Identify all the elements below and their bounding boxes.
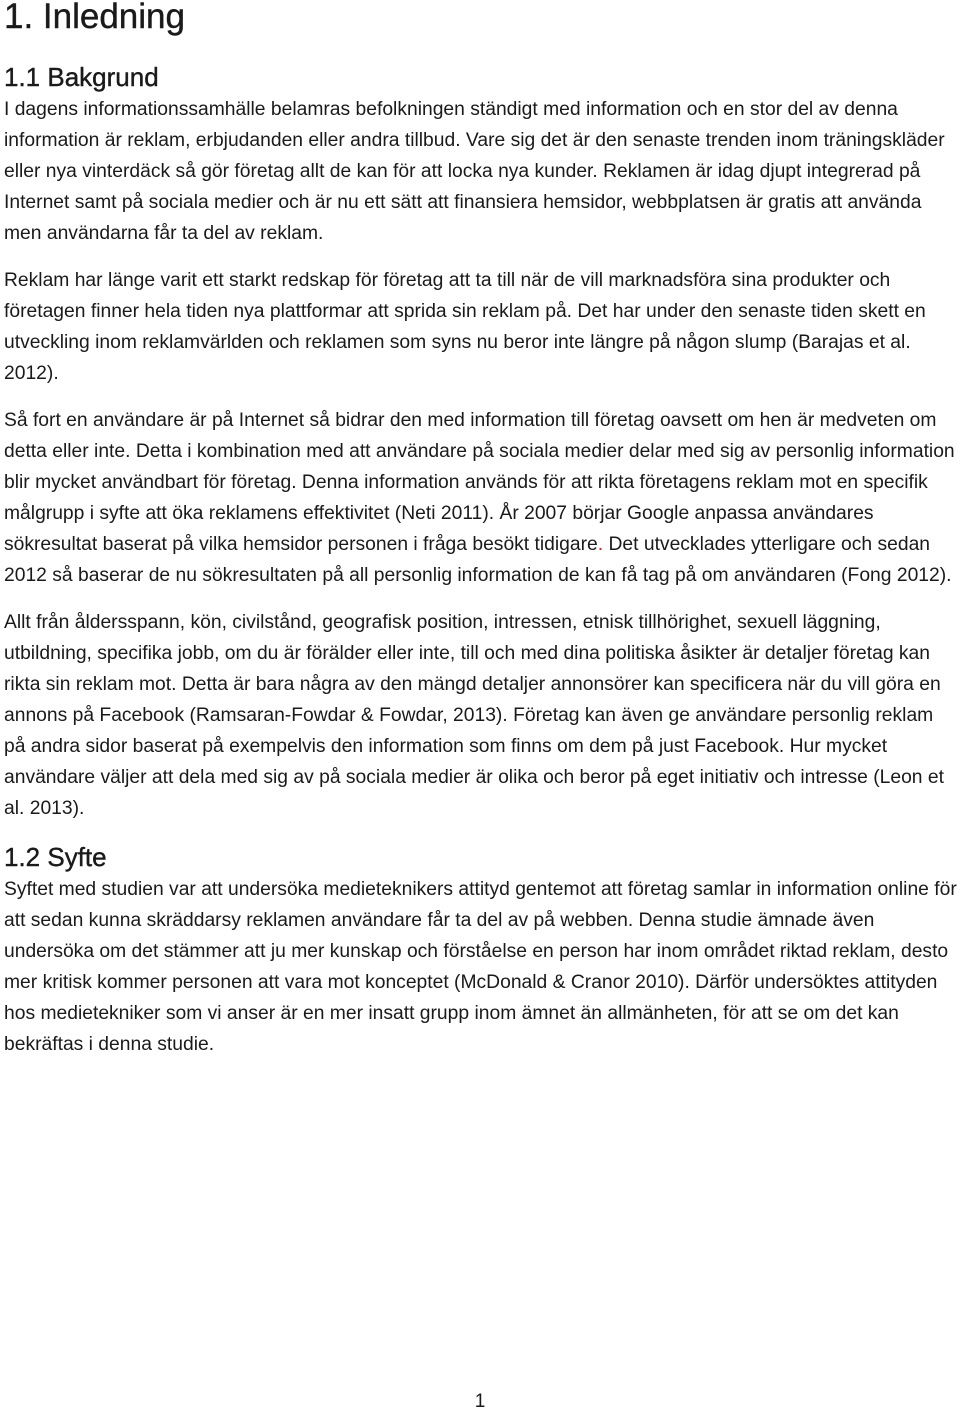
paragraph-text: Det utvecklades ytterligare och sedan 2012 så baserar de nu sökresultaten på all personlig information de kan få tag på om användaren (Fong 2012).	[4, 534, 952, 586]
section-heading-syfte: 1.2 Syfte	[4, 842, 107, 872]
paragraph: Allt från åldersspann, kön, civilstånd, geografisk position, intressen, etnisk tillhörighet, sexuell läggning, utbildning, specifika jobb, om du är förälder eller inte, till och med dina politiska åsikter är detaljer företag kan rikta sin reklam mot. Detta är bara några av den mängd detaljer annonsörer kan specificera när du vill göra en annons på Facebook (Ramsaran-Fowdar & Fowdar, 2013). Företag kan även ge användare personlig reklam på andra sidor baserat på exempelvis den information som finns om dem på just Facebook. Hur mycket användare väljer att dela med sig av på sociala medier är olika och beror på eget initiativ och intresse (Leon et al. 2013).	[4, 612, 944, 819]
highlight-mark: .	[597, 534, 604, 555]
page-number: 1	[474, 1391, 486, 1412]
paragraph	[4, 405, 958, 591]
paragraph-text: Så fort en användare är på Internet så bidrar den med information till företag oavsett om hen är medveten om detta eller inte. Detta i kombination med att användare på sociala medier delar med sig av personlig information blir mycket användbart för företag. Denna information används för att rikta företagens reklam mot en specifik målgrupp i syfte att öka reklamens effektivitet (Neti 2011). År 2007 börjar Google anpassa användares sökresultat baserat på vilka hemsidor personen i fråga besökt tidigare	[4, 410, 955, 555]
page-content	[4, 0, 958, 1060]
paragraph: I dagens informationssamhälle belamras befolkningen ständigt med information och en stor del av denna information är reklam, erbjudanden eller andra tillbud. Vare sig det är den senaste trenden inom träningskläder eller nya vinterdäck så gör företag allt de kan för att locka nya kunder. Reklamen är idag djupt integrerad på Internet samt på sociala medier och är nu ett sätt att finansiera hemsidor, webbplatsen är gratis att använda men användarna får ta del av reklam.	[4, 99, 945, 244]
paragraph: Syftet med studien var att undersöka medieteknikers attityd gentemot att företag samlar in information online för att sedan kunna skräddarsy reklamen användare får ta del av på webben. Denna studie ämnade även undersöka om det stämmer att ju mer kunskap och förståelse en person har inom området riktad reklam, desto mer kritisk kommer personen att vara mot konceptet (McDonald & Cranor 2010). Därför undersöktes attityden hos medietekniker som vi anser är en mer insatt grupp inom ämnet än allmänheten, för att se om det kan bekräftas i denna studie.	[4, 879, 957, 1055]
chapter-title: 1. Inledning	[4, 0, 185, 36]
paragraph: Reklam har länge varit ett starkt redskap för företag att ta till när de vill marknadsföra sina produkter och företagen finner hela tiden nya plattformar att sprida sin reklam på. Det har under den senaste tiden skett en utveckling inom reklamvärlden och reklamen som syns nu beror inte längre på någon slump (Barajas et al. 2012).	[4, 270, 926, 384]
section-heading-bakgrund: 1.1 Bakgrund	[4, 62, 159, 92]
